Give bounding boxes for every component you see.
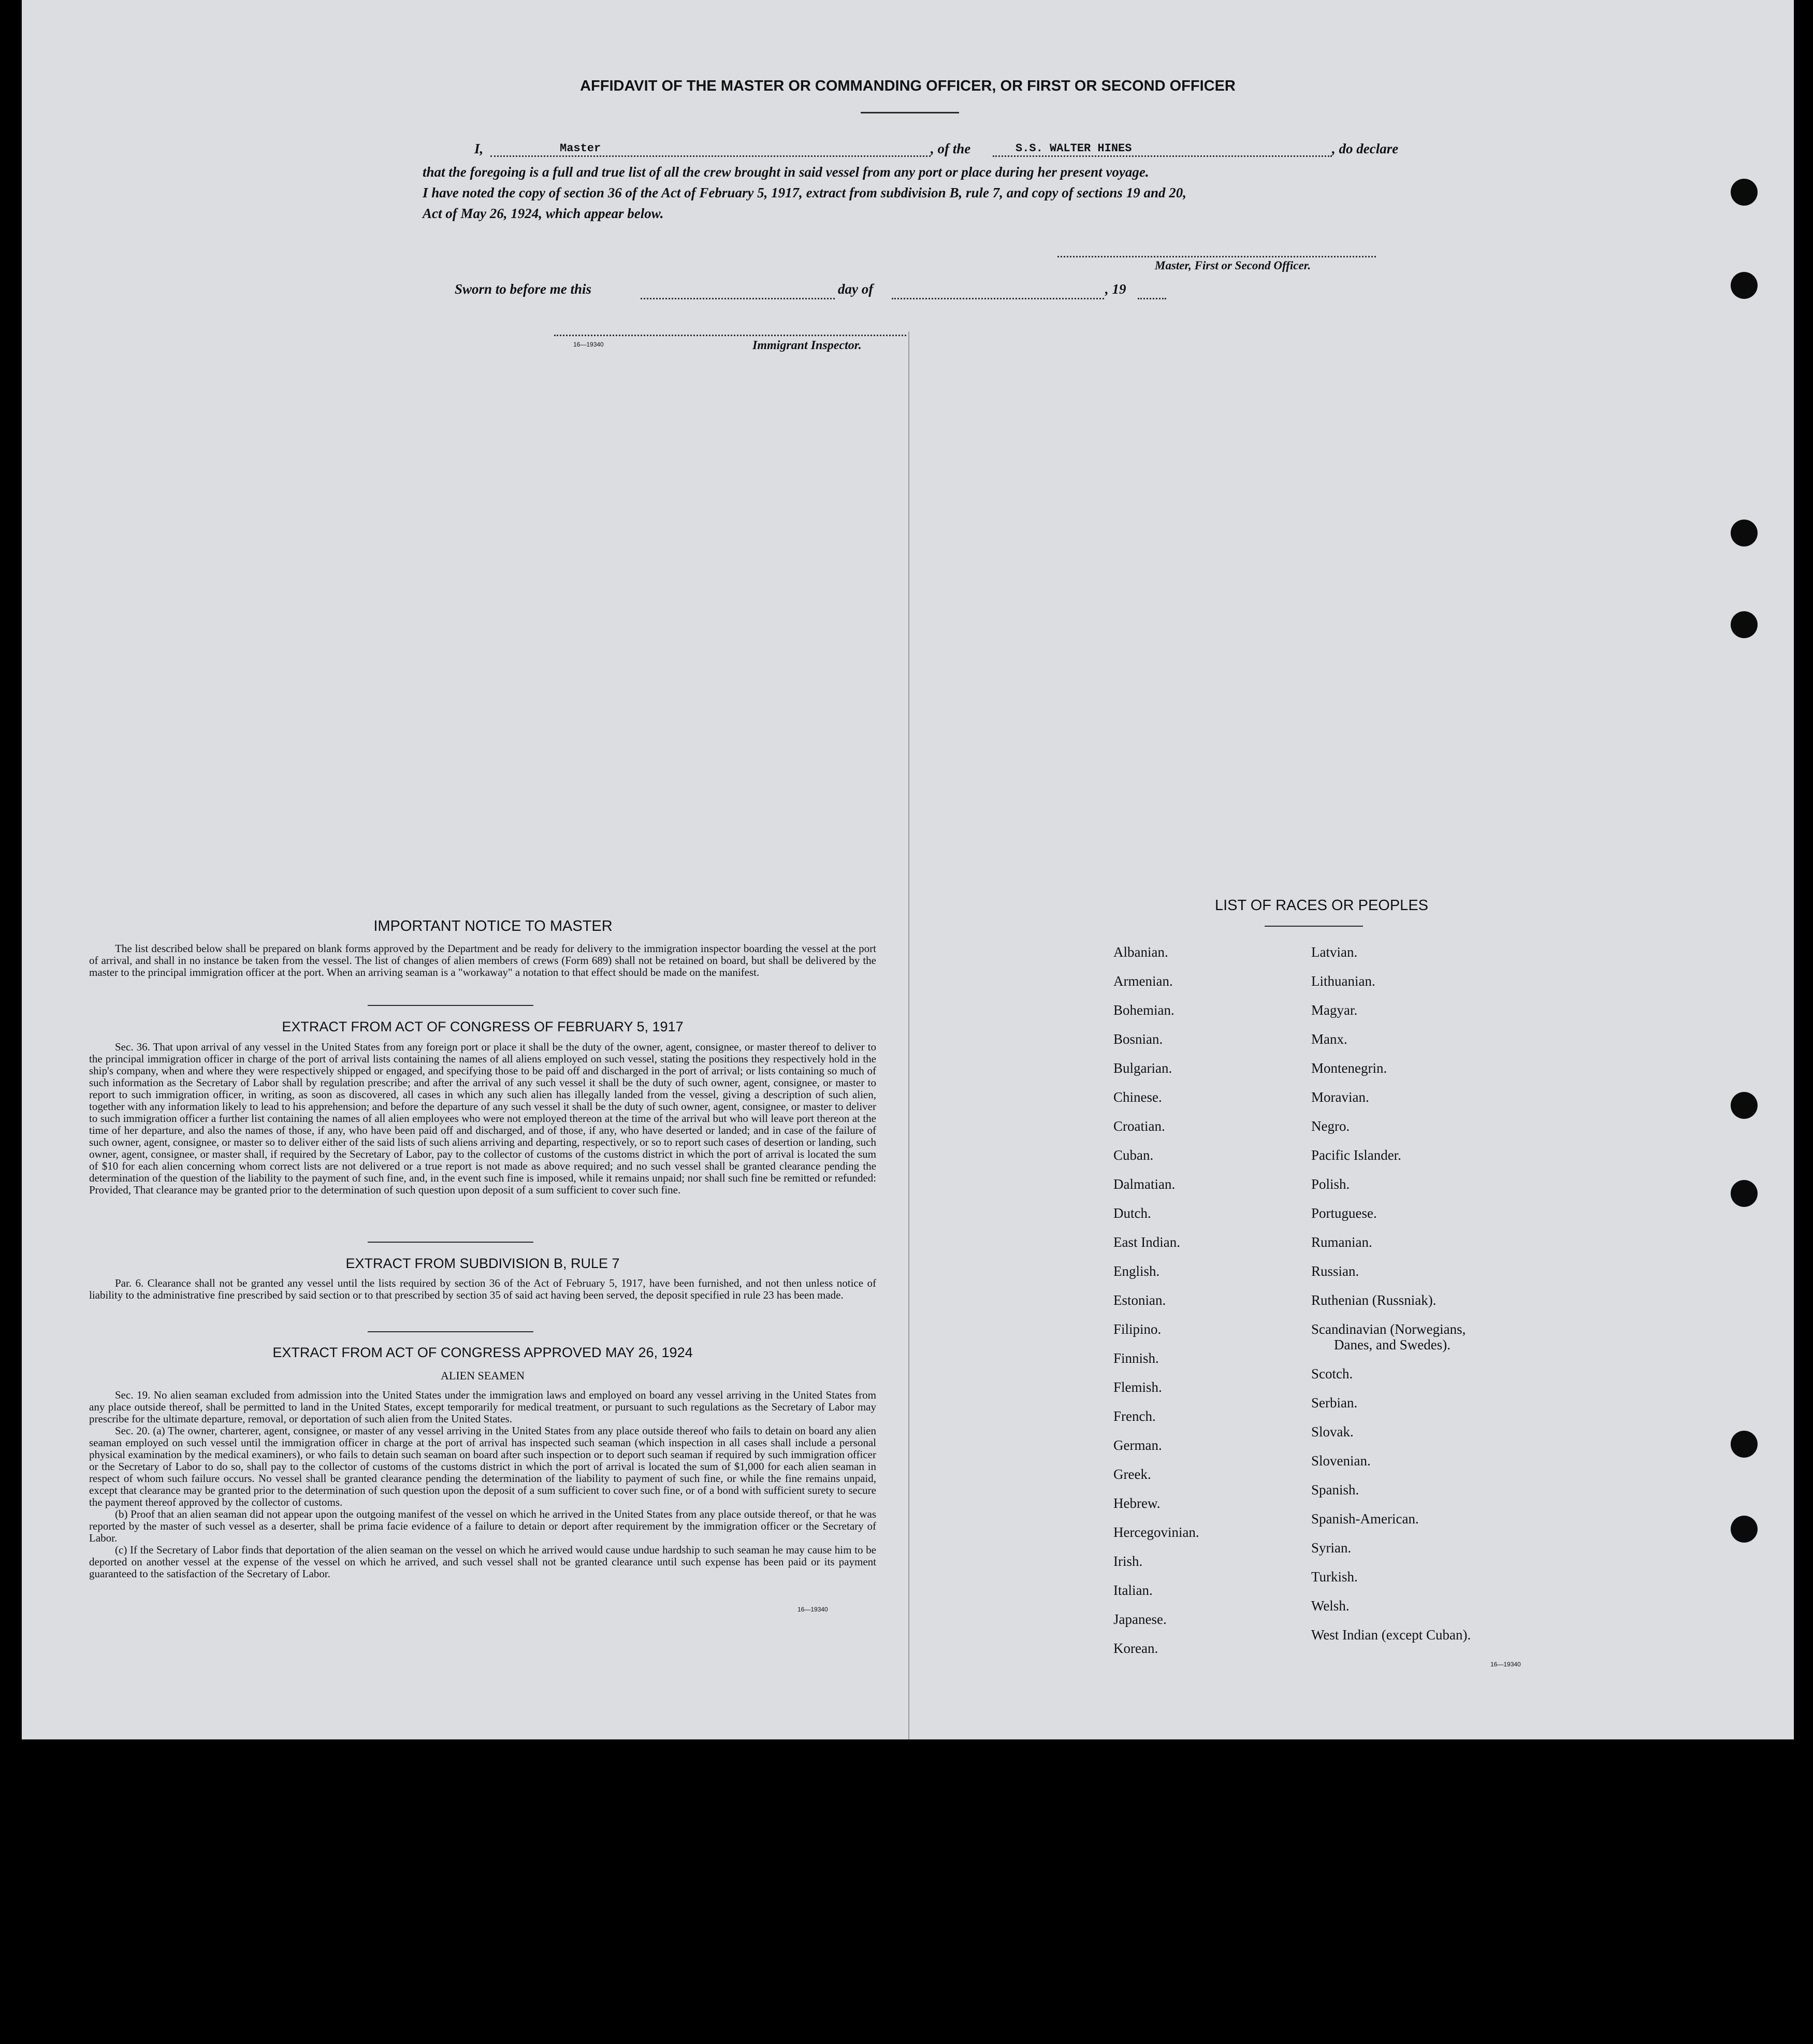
race-item: Bosnian. [1113,1031,1163,1047]
race-item: Lithuanian. [1311,973,1375,989]
sworn-date-line[interactable] [641,287,835,299]
do-declare-label: , do declare [1332,141,1399,156]
race-item: Scotch. [1311,1366,1353,1381]
race-item: Bulgarian. [1113,1060,1172,1076]
race-item: Turkish. [1311,1569,1358,1585]
form-number: 16—19340 [573,341,604,348]
sec19-text: Sec. 19. No alien seaman excluded from admission into the United States under the immigration laws and employed on board any vessel arriving in the United States from any place outside thereof, shall be permitted to land in the United States, except temporarily for medical treatment, or pursuant to such regulations as the Secretary of Labor may prescribe for the ultimate departure, removal, or deportation of such alien from the United States. [89,1389,876,1425]
race-item: Japanese. [1113,1611,1167,1627]
race-item: Spanish. [1311,1482,1359,1498]
affidavit-body-line: Act of May 26, 1924, which appear below. [423,206,664,221]
binder-hole [1731,611,1758,638]
fold-line [908,332,909,1739]
race-item: Filipino. [1113,1321,1162,1337]
sworn-label: Sworn to before me this [455,281,592,297]
race-item: East Indian. [1113,1234,1180,1250]
race-item: Polish. [1311,1176,1350,1192]
race-item: Latvian. [1311,944,1358,960]
race-item: Moravian. [1311,1089,1369,1105]
race-item: Danes, and Swedes). [1334,1337,1451,1352]
form-number: 16—19340 [797,1606,828,1613]
binder-hole [1731,1092,1758,1119]
race-item: English. [1113,1263,1160,1279]
affidavit-i-label: I, [474,141,484,156]
divider [368,1005,533,1006]
inspector-signature-line[interactable] [554,332,906,336]
race-item: Albanian. [1113,944,1168,960]
race-item: Slovak. [1311,1424,1354,1440]
race-item: Greek. [1113,1466,1151,1482]
race-item: Armenian. [1113,973,1173,989]
binder-hole [1731,1431,1758,1458]
race-item: Ruthenian (Russniak). [1311,1292,1437,1308]
binder-hole [1731,1516,1758,1543]
divider [368,1331,533,1332]
race-item: Rumanian. [1311,1234,1372,1250]
affidavit-body [423,162,1422,224]
race-item: Magyar. [1311,1002,1358,1018]
master-signature-label: Master, First or Second Officer. [1155,259,1311,272]
race-item: Bohemian. [1113,1002,1174,1018]
extract-1917-text: Sec. 36. That upon arrival of any vessel in the United States from any foreign port or place it shall be the duty of the owner, agent, consignee, or master thereof to deliver to the principal immigration officer in charge of the port of arrival lists containing the names of all aliens employed on such vessel, stating the positions they respectively hold in the ship's company, when and where they were respectively shipped or engaged, and specifying those to be paid off and discharged in the port of arrival; or lists containing so much of such information as the Secretary of Labor shall by regulation prescribe; and after the arrival of any such vessel it shall be the duty of such owner, agent, consignee, or master to report to such immigration officer, in writing, as soon as discovered, all cases in which any such alien has illegally landed from the vessel, giving a description of such alien, together with any information likely to lead to his apprehension; and before the departure of any such vessel it shall be the duty of such owner, agent, consignee, or master to deliver to such immigration officer a further list containing the names of all alien employees who were not employed thereon at the time of the arrival but who will leave port thereon at the time of her departure, and also the names of those, if any, who have been paid off and discharged, and of those, if any, who have deserted or landed; and in case of the failure of such owner, agent, consignee, or master so to deliver either of the said lists of such aliens arriving and departing, respectively, or so to report such cases of desertion or landing, such owner, agent, consignee, or master shall, if required by the Secretary of Labor, pay to the collector of customs of the customs district in which the port of arrival is located the sum of $10 for each alien concerning whom correct lists are not delivered or a true report is not made as above required; and no such vessel shall be granted clearance pending the determination of the question of the liability to the payment of such fine, and, in the event such fine is imposed, while it remains unpaid; nor shall such fine be remitted or refunded: Provided, That clearance may be granted prior to the determination of such question upon deposit of a sum sufficient to cover such fine. [89,1041,876,1196]
race-item: Slovenian. [1311,1453,1371,1469]
affidavit-title: AFFIDAVIT OF THE MASTER OR COMMANDING OFFICER, OR FIRST OR SECOND OFFICER [580,78,1236,94]
race-item: Scandinavian (Norwegians, [1311,1321,1466,1337]
race-item: Flemish. [1113,1379,1162,1395]
master-name-value: Master [558,142,603,155]
year-line[interactable] [1138,287,1166,299]
race-item: Hebrew. [1113,1495,1161,1511]
race-item: Manx. [1311,1031,1347,1047]
race-item: Russian. [1311,1263,1359,1279]
day-of-label: day of [838,281,874,297]
sec20c-text: (c) If the Secretary of Labor finds that deportation of the alien seaman on the vessel on which he arrived would cause undue hardship to such seaman he may cause him to be deported on another vessel at the expense of the vessel on which he arrived, and such vessel shall not be granted clearance until such expense has been paid or its payment guaranteed to the satisfaction of the Secretary of Labor. [89,1544,876,1580]
race-item: Cuban. [1113,1147,1154,1163]
extract-1924-body [89,1389,876,1580]
races-title: LIST OF RACES OR PEOPLES [1214,897,1429,914]
race-item: Dalmatian. [1113,1176,1176,1192]
of-the-label: , of the [931,141,971,156]
extract-1924-title: EXTRACT FROM ACT OF CONGRESS APPROVED MAY 26, 1924 [272,1345,693,1360]
race-item: Negro. [1311,1118,1350,1134]
race-item: Pacific Islander. [1311,1147,1401,1163]
divider [1265,926,1363,927]
sec20b-text: (b) Proof that an alien seaman did not appear upon the outgoing manifest of the vessel on which he arrived in the United States from any place outside thereof, or that he was reported by the master of such vessel as a deserter, shall be prima facie evidence of a failure to detain or deport after requirement by the immigration officer or the Secretary of Labor. [89,1508,876,1544]
divider [861,112,959,113]
affidavit-body-line: that the foregoing is a full and true list of all the crew brought in said vessel from any port or place during her present voyage. [423,164,1149,180]
extract-1924-subtitle: ALIEN SEAMEN [441,1369,525,1382]
race-item: Finnish. [1113,1350,1159,1366]
race-item: Croatian. [1113,1118,1165,1134]
inspector-label: Immigrant Inspector. [752,339,862,352]
race-item: Serbian. [1311,1395,1358,1410]
divider [368,1242,533,1243]
rule7-text: Par. 6. Clearance shall not be granted any vessel until the lists required by section 36 of the Act of February 5, 1917, have been furnished, and not then unless notice of liability to the administrative fine prescribed by said section or to that prescribed by section 35 of said act having been served, the deposit specified in rule 23 has been made. [89,1277,876,1301]
race-item: Italian. [1113,1582,1153,1598]
races-column-2 [1311,938,1471,1649]
binder-hole [1731,520,1758,546]
master-name-line[interactable] [490,146,931,157]
binder-hole [1731,272,1758,299]
race-item: Hercegovinian. [1113,1524,1199,1540]
year-label: , 19 [1105,281,1126,297]
race-item: Welsh. [1311,1598,1350,1614]
race-item: Korean. [1113,1640,1158,1656]
master-signature-line[interactable] [1057,252,1376,257]
extract-1917-title: EXTRACT FROM ACT OF CONGRESS OF FEBRUARY 5, 1917 [282,1019,684,1034]
form-number: 16—19340 [1490,1661,1521,1668]
race-item: Spanish-American. [1311,1511,1419,1527]
notice-title: IMPORTANT NOTICE TO MASTER [373,918,613,934]
race-item: French. [1113,1408,1156,1424]
form-page [22,0,1794,1739]
vessel-name-value: S.S. WALTER HINES [1013,142,1134,155]
race-item: Estonian. [1113,1292,1166,1308]
race-item: Irish. [1113,1553,1143,1569]
sec20a-text: Sec. 20. (a) The owner, charterer, agent, consignee, or master of any vessel arriving in the United States from any place outside thereof who fails to detain on board any alien seaman employed on such vessel until the immigration officer in charge at the port of arrival has inspected such seaman (which inspection in all cases shall include a personal physical examination by the medical examiners), or who fails to detain such seaman on board after such inspection or to deport such seaman if required by such immigration officer or the Secretary of Labor to do so, shall pay to the collector of customs of the customs district in which the port of arrival is located the sum of $1,000 for each alien seaman in respect of whom such failure occurs. No vessel shall be granted clearance pending the determination of the liability to payment of such fine, or while the fine remains unpaid, except that clearance may be granted prior to the determination of such question upon the deposit of a sum sufficient to cover such fine, or of a bond with sufficient surety to secure the payment thereof approved by the collector of customs. [89,1424,876,1508]
notice-text: The list described below shall be prepared on blank forms approved by the Department and be ready for delivery to the immigration inspector boarding the vessel at the port of arrival, and shall in no instance be taken from the vessel. The list of changes of alien members of crews (Form 689) shall not be retained on board, but shall be delivered by the master to the principal immigration officer at the port. When an arriving seaman is a "workaway" a notation to that effect should be made on the manifest. [89,942,876,978]
binder-hole [1731,1180,1758,1207]
affidavit-body-line: I have noted the copy of section 36 of the Act of February 5, 1917, extract from subdivision B, rule 7, and copy of sections 19 and 20, [423,185,1186,200]
races-column-1 [1113,938,1199,1663]
rule7-title: EXTRACT FROM SUBDIVISION B, RULE 7 [345,1256,620,1271]
sworn-month-line[interactable] [892,287,1104,299]
race-item: Montenegrin. [1311,1060,1387,1076]
race-item: Portuguese. [1311,1205,1377,1221]
race-item: Dutch. [1113,1205,1151,1221]
race-item: West Indian (except Cuban). [1311,1627,1471,1643]
race-item: Syrian. [1311,1540,1352,1556]
race-item: German. [1113,1437,1162,1453]
race-item: Chinese. [1113,1089,1162,1105]
binder-hole [1731,179,1758,206]
